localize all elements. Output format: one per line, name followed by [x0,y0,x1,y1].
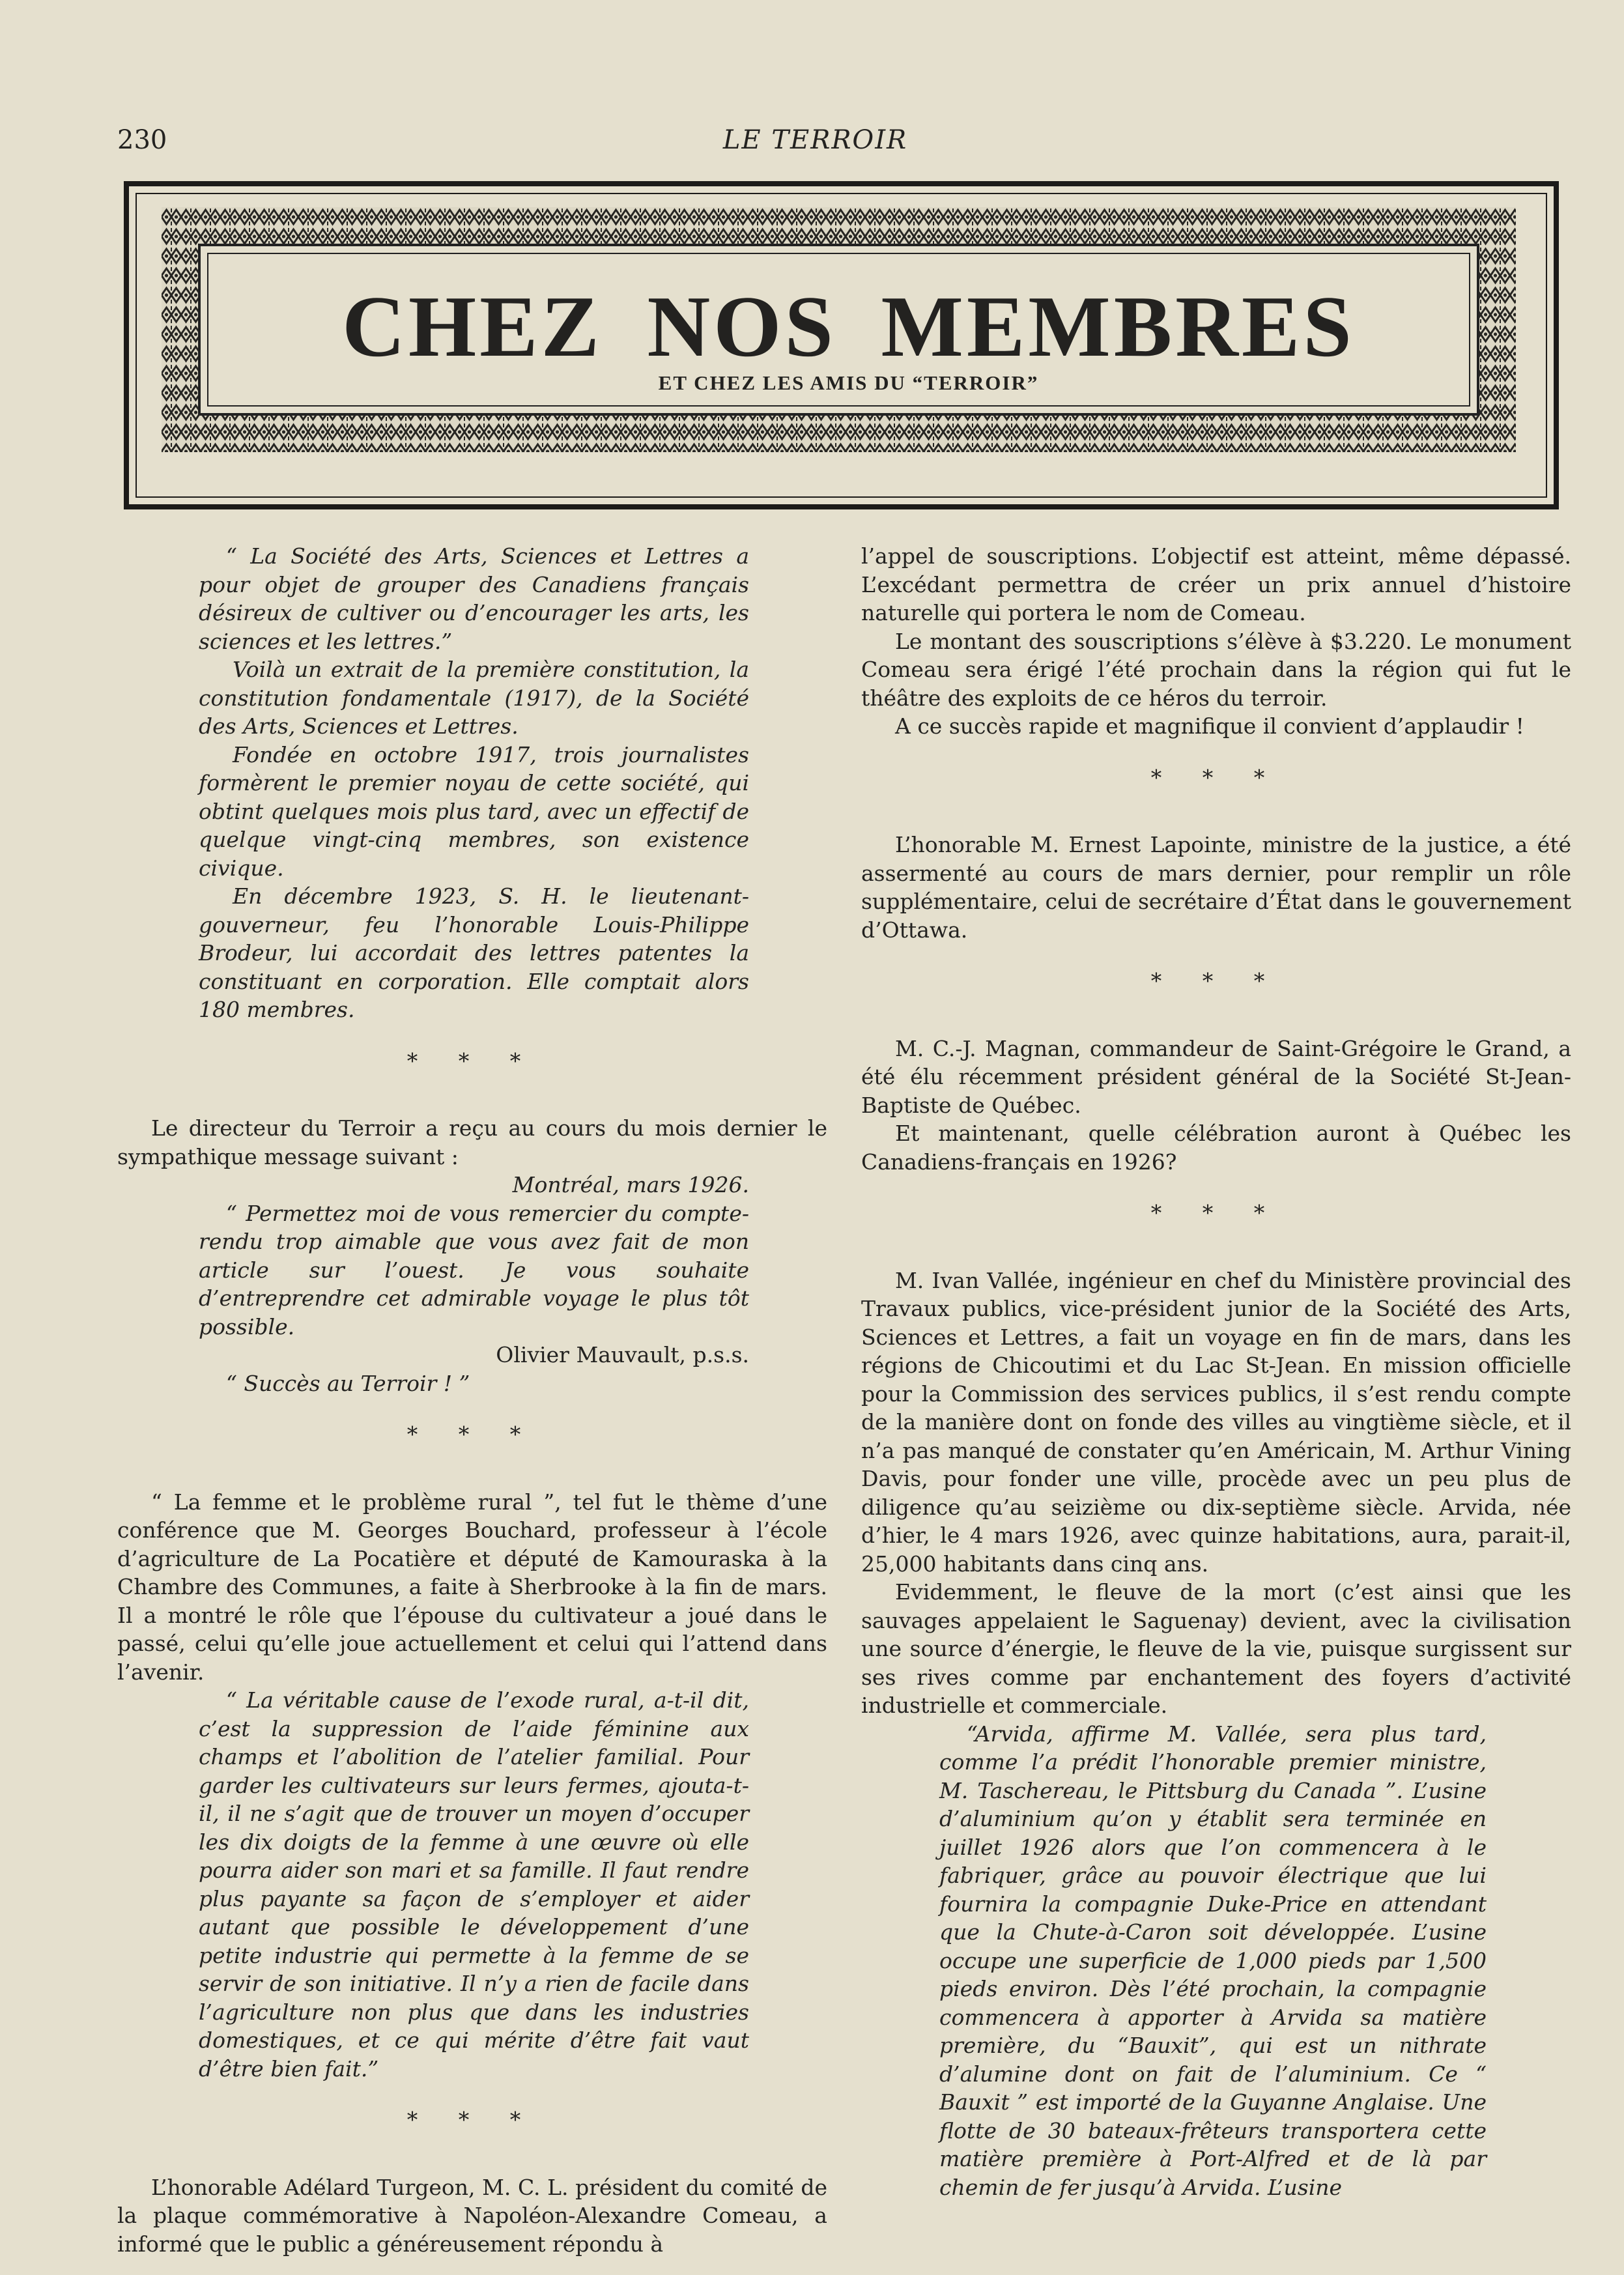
femme-paragraph: “ La femme et le problème rural ”, tel fut le thème d’une conférence que M. Georges Bouchard, professeur à l’école d’agriculture de La Pocatière et député de Kamouraska à la Chambre des Communes, a faite à Sherbrooke à la fin de mars. Il a montré le rôle que l’épouse du cultivateur a joué dans le passé, celui qu’elle joue actuellement et celui qui l’attend dans l’avenir. [117,1489,827,1685]
separator: * * * [406,2107,538,2132]
vallee-paragraph: M. Ivan Vallée, ingénieur en chef du Ministère provincial des Travaux publics, vice-président junior de la Société des Arts, Sciences et Lettres, a fait un voyage en fin de mars, dans les régions de Chicoutimi et du Lac St-Jean. En mission officielle pour la Commission des services publics, il s’est rendu compte de la manière dont on fonde des villes au vingtième siècle, et il n’a pas manqué de constater qu’en Américain, M. Arthur Vining Davis, pour fonder une ville, procède avec un peu plus de diligence qu’au seizième ou dix-septième siècle. Arvida, née d’hier, le 4 mars 1926, avec quinze habitations, aura, parait-il, 25,000 habitants dans cinq ans. [861,1267,1571,1577]
separator: * * * [1150,968,1282,994]
lapointe-paragraph: L’honorable M. Ernest Lapointe, ministre de la justice, a été assermenté au cours de mars dernier, pour remplir un rôle supplémentaire, celui de secrétaire d’État dans le gouvernement d’Ottawa. [861,832,1571,943]
femme-quote: “ La véritable cause de l’exode rural, a-t-il dit, c’est la suppression de l’aide féminine aux champs et l’abolition de l’atelier familial. Pour garder les cultivateurs sur leurs fermes, ajouta-t-il, il ne s’agit que de trouver un moyen d’occuper les dix doigts de la femme à une œuvre où elle pourra aider son mari et sa famille. Il faut rendre plus payante sa façon de s’employer et aider autant que possible le développement d’une petite industrie qui permette à la femme de se servir de son initiative. Il n’y a rien de facile dans l’agriculture non plus que dans les industries domestiques, et ce qui mérite d’être fait vaut d’être bien fait.” [199,1687,749,2082]
left-column [117,542,827,2258]
magnan-paragraph: Et maintenant, quelle célébration auront à Québec les Canadiens-français en 1926? [861,1121,1571,1175]
separator: * * * [406,1422,538,1447]
message-closing: “ Succès au Terroir ! ” [226,1370,470,1396]
turgeon-paragraph: L’honorable Adélard Turgeon, M. C. L. président du comité de la plaque commémorative à Napoléon-Alexandre Comeau, a informé que le public a généreusement répondu à [117,2174,827,2257]
separator: * * * [1150,1200,1282,1225]
section-subtitle: ET CHEZ LES AMIS DU “TERROIR” [658,371,1039,394]
running-header [117,125,1513,164]
turgeon-paragraph: A ce succès rapide et magnifique il convient d’applaudir ! [895,713,1524,739]
separator: * * * [1150,764,1282,790]
message-letter [117,1171,827,1397]
right-column [861,542,1571,2201]
turgeon-continuation: l’appel de souscriptions. L’objectif est atteint, même dépassé. L’excédant permettra de créer un prix annuel d’histoire naturelle qui portera le nom de Comeau. [861,543,1571,625]
society-paragraph: Fondée en octobre 1917, trois journalistes formèrent le premier noyau de cette société, qui obtint quelques mois plus tard, avec un effectif de quelque vingt-cinq membres, son existence civique. [199,741,749,881]
society-item [117,542,827,1024]
message-place-date: Montréal, mars 1926. [512,1172,749,1197]
vallee-quote: “Arvida, affirme M. Vallée, sera plus tard, comme l’a prédit l’honorable premier ministre, M. Taschereau, le Pittsburg du Canada ”. L’usine d’aluminium qu’on y établit sera terminée en juillet 1926 alors que l’on commencera à le fabriquer, grâce au pouvoir électrique que lui fournira la compagnie Duke-Price en attendant que la Chute-à-Caron soit développée. L’usine occupe une superficie de 1,000 pieds par 1,500 pieds environ. Dès l’été prochain, la compagnie commencera à apporter à Arvida sa matière première, du “Bauxit”, qui est un nithrate d’alumine dont on fait de l’aluminium. Ce “ Bauxit ” est importé de la Guyanne Anglaise. Une flotte de 30 bateaux-frêteurs transportera cette matière première à Port-Alfred et de là par chemin de fer jusqu’à Arvida. L’usine [939,1721,1487,2200]
society-quote: “ La Société des Arts, Sciences et Lettres a pour objet de grouper des Canadiens français désireux de cultiver ou d’encourager les arts, les sciences et les lettres.” [199,543,749,654]
section-banner [124,181,1559,509]
section-title: CHEZ NOS MEMBRES [342,278,1355,375]
separator: * * * [406,1048,538,1074]
vallee-paragraph: Evidemment, le fleuve de la mort (c’est ainsi que les sauvages appelaient le Saguenay) devient, avec la civilisation une source d’énergie, le fleuve de la vie, puisque surgissent sur ses rives comme par enchantement des foyers d’activité industrielle et commerciale. [861,1579,1571,1718]
journal-title: LE TERROIR [722,125,908,155]
society-paragraph: En décembre 1923, S. H. le lieutenant-gouverneur, feu l’honorable Louis-Philippe Brodeur, lui accordait des lettres patentes la constituant en corporation. Elle comptait alors 180 membres. [199,883,749,1022]
message-intro: Le directeur du Terroir a reçu au cours du mois dernier le sympathique message suivant : [117,1115,827,1169]
banner-title-box [217,263,1480,429]
vallee-quote-block [861,1720,1571,2202]
message-signature: Olivier Mauvault, p.s.s. [496,1342,749,1367]
turgeon-paragraph: Le montant des souscriptions s’élève à $3.220. Le monument Comeau sera érigé l’été prochain dans la région qui fut le théâtre des exploits de ce héros du terroir. [861,628,1571,711]
society-paragraph: Voilà un extrait de la première constitution, la constitution fondamentale (1917), de la Société des Arts, Sciences et Lettres. [199,657,749,739]
message-body: “ Permettez moi de vous remercier du compte-rendu trop aimable que vous avez fait de mon article sur l’ouest. Je vous souhaite d’entreprendre cet admirable voyage le plus tôt possible. [199,1200,749,1339]
magnan-paragraph: M. C.-J. Magnan, commandeur de Saint-Grégoire le Grand, a été élu récemment président général de la Société St-Jean-Baptiste de Québec. [861,1035,1571,1118]
femme-quote-block [117,1686,827,2083]
page-number: 230 [117,125,167,155]
